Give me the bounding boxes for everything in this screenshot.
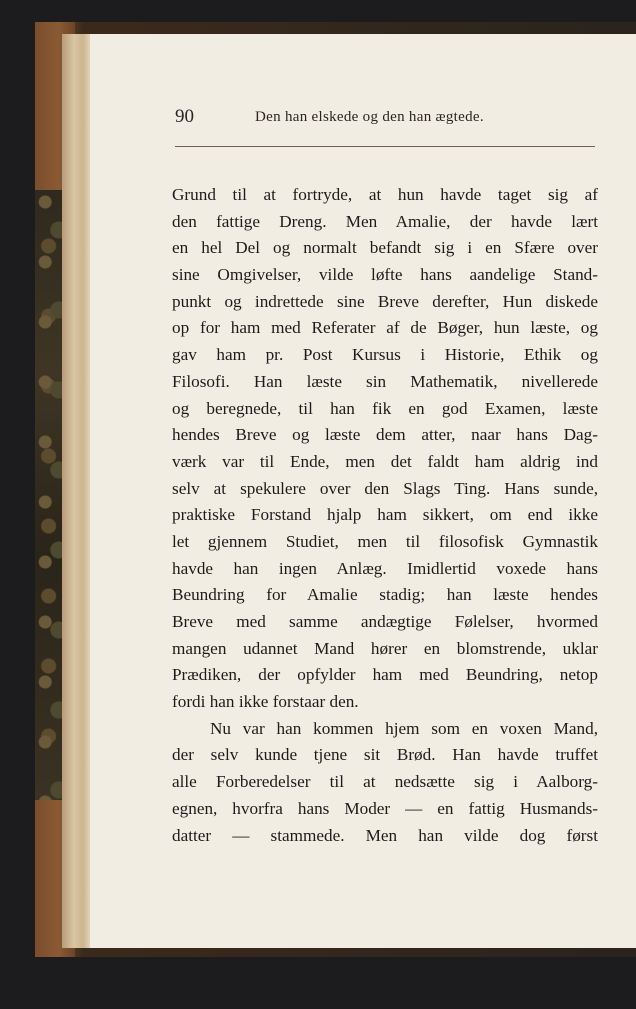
text-line: praktiske Forstand hjalp ham sikkert, om end ikke — [172, 505, 598, 525]
text-line: fordi han ikke forstaar den. — [172, 692, 359, 712]
text-line: og beregnede, til han fik en god Examen, læste — [172, 398, 598, 418]
text-line: alle Forberedelser til at nedsætte sig i Aalborg- — [172, 772, 598, 792]
text-line: Beundring for Amalie stadig; han læste hendes — [172, 585, 598, 605]
text-line: hendes Breve og læste dem atter, naar hans Dag- — [172, 425, 598, 445]
text-line: Prædiken, der opfylder ham med Beundring, netop — [172, 665, 598, 685]
page-edges — [62, 34, 92, 948]
text-line: Breve med samme andægtige Følelser, hvormed — [172, 612, 598, 631]
text-line: datter — stammede. Men han vilde dog først — [172, 825, 598, 845]
book-page — [90, 34, 636, 948]
text-line: en hel Del og normalt befandt sig i en Sfære over — [172, 238, 598, 258]
text-line: let gjennem Studiet, men til filosofisk Gymnastik — [172, 531, 598, 551]
text-line: op for ham med Referater af de Bøger, hun læste, og — [172, 318, 598, 338]
text-line: havde han ingen Anlæg. Imidlertid voxede hans — [172, 558, 598, 578]
body-text — [172, 182, 598, 849]
text-line: der selv kunde tjene sit Brød. Han havde truffet — [172, 745, 598, 765]
page-number: 90 — [175, 106, 194, 127]
text-line: Grund til at fortryde, at hun havde taget sig af — [172, 185, 598, 204]
running-head: Den han elskede og den han ægtede. — [255, 109, 484, 125]
text-line: den fattige Dreng. Men Amalie, der havde lært — [172, 211, 598, 231]
text-line: værk var til Ende, men det faldt ham aldrig ind — [172, 451, 598, 471]
text-line: mangen udannet Mand hører en blomstrende, uklar — [172, 638, 598, 658]
text-line: sine Omgivelser, vilde løfte hans aandelige Stand- — [172, 265, 598, 285]
header-rule — [175, 146, 595, 147]
text-line: Filosofi. Han læste sin Mathematik, nivellerede — [172, 371, 598, 391]
text-line: egnen, hvorfra hans Moder — en fattig Husmands- — [172, 798, 598, 818]
text-line: Nu var han kommen hjem som en voxen Mand, — [210, 718, 598, 738]
text-line: selv at spekulere over den Slags Ting. Hans sunde, — [172, 478, 598, 498]
text-line: gav ham pr. Post Kursus i Historie, Ethik og — [172, 345, 598, 365]
text-line: punkt og indrettede sine Breve derefter, Hun diskede — [172, 291, 598, 311]
